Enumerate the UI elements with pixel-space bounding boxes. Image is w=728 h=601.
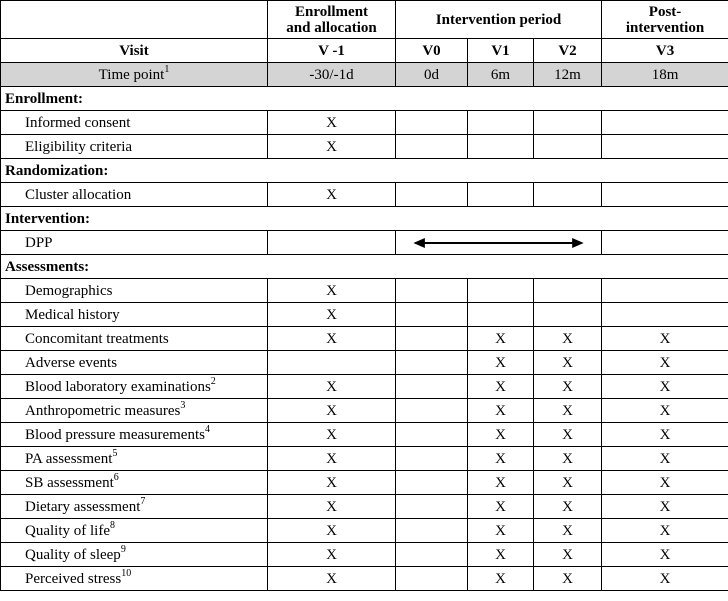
footnote-marker: 10 [121,567,132,579]
timepoint-cell: 0d [396,63,468,87]
section-title: Assessments: [1,255,728,279]
row-label: PA assessment$^5$ [1,447,268,471]
mark-cell [396,423,468,447]
mark-cell [396,375,468,399]
section-row-enrollment [1,87,728,111]
mark-cell [396,567,468,591]
timepoint-row [1,63,728,87]
intervention-arrow-cell [396,231,602,255]
mark-cell: X [602,471,728,495]
header-group-intervention: Intervention period [396,1,602,39]
row-label: Demographics [1,279,268,303]
mark-cell [396,351,468,375]
footnote-marker: 5 [112,447,118,459]
mark-cell [602,303,728,327]
mark-cell [468,183,534,207]
mark-cell: X [468,519,534,543]
mark-cell [468,279,534,303]
footnote-marker: 3 [180,399,186,411]
table-row [1,519,728,543]
footnote-marker: 7 [140,495,146,507]
mark-cell [396,303,468,327]
header-group-enrollment: Enrollment and allocation [268,1,396,39]
mark-cell: X [468,327,534,351]
table-row [1,567,728,591]
row-label: Blood laboratory examinations$^2$ [1,375,268,399]
table-row [1,231,728,255]
mark-cell: X [268,135,396,159]
table-row [1,111,728,135]
empty-cell [268,231,396,255]
mark-cell: X [468,399,534,423]
mark-cell [534,303,602,327]
timepoint-cell: 12m [534,63,602,87]
mark-cell: X [468,447,534,471]
mark-cell [602,279,728,303]
visit-cell: V -1 [268,39,396,63]
row-label: Quality of life$^8$ [1,519,268,543]
section-row-intervention [1,207,728,231]
table-row [1,303,728,327]
mark-cell: X [268,519,396,543]
mark-cell: X [534,495,602,519]
header-group-row [1,1,728,39]
mark-cell: X [268,495,396,519]
mark-cell: X [534,471,602,495]
timepoint-cell: 18m [602,63,728,87]
mark-cell: X [268,471,396,495]
mark-cell [396,399,468,423]
mark-cell [468,111,534,135]
mark-cell [268,351,396,375]
row-label: Perceived stress$^{10}$ [1,567,268,591]
timepoint-label: Time point$^1$ [1,63,268,87]
footnote-marker: 6 [113,471,119,483]
mark-cell: X [534,567,602,591]
row-label: SB assessment$^6$ [1,471,268,495]
mark-cell: X [468,543,534,567]
row-label: Anthropometric measures$^3$ [1,399,268,423]
mark-cell: X [602,375,728,399]
table-row [1,471,728,495]
visit-row [1,39,728,63]
mark-cell: X [468,351,534,375]
mark-cell: X [534,327,602,351]
visit-cell: V2 [534,39,602,63]
mark-cell [396,519,468,543]
table-row [1,423,728,447]
row-label: Adverse events [1,351,268,375]
table-row [1,327,728,351]
mark-cell: X [534,399,602,423]
mark-cell: X [268,543,396,567]
row-label: Concomitant treatments [1,327,268,351]
mark-cell [396,447,468,471]
table-row [1,183,728,207]
mark-cell: X [468,423,534,447]
mark-cell: X [534,351,602,375]
section-title: Randomization: [1,159,728,183]
mark-cell: X [602,351,728,375]
footnote-marker: 8 [109,519,115,531]
footnote-marker: 4 [204,423,210,435]
row-label: Informed consent [1,111,268,135]
mark-cell [534,279,602,303]
section-row-assessments [1,255,728,279]
empty-cell [602,231,728,255]
mark-cell [396,543,468,567]
footnote-marker: 2 [210,375,216,387]
visit-label: Visit [1,39,268,63]
mark-cell: X [268,303,396,327]
mark-cell [396,495,468,519]
mark-cell: X [602,399,728,423]
mark-cell: X [268,423,396,447]
mark-cell: X [268,567,396,591]
timepoint-cell: -30/-1d [268,63,396,87]
mark-cell: X [468,375,534,399]
mark-cell [396,183,468,207]
table-row [1,351,728,375]
mark-cell [396,135,468,159]
mark-cell: X [602,543,728,567]
mark-cell: X [268,399,396,423]
table-row [1,279,728,303]
table-row [1,495,728,519]
section-title: Enrollment: [1,87,728,111]
timepoint-cell: 6m [468,63,534,87]
mark-cell: X [268,375,396,399]
mark-cell [396,279,468,303]
header-empty-cell [1,1,268,39]
footnote-marker: 1 [164,63,170,75]
mark-cell: X [468,471,534,495]
row-label: Dietary assessment$^7$ [1,495,268,519]
mark-cell [534,183,602,207]
visit-cell: V1 [468,39,534,63]
table-row [1,135,728,159]
row-label: Cluster allocation [1,183,268,207]
mark-cell: X [602,567,728,591]
table-row [1,543,728,567]
mark-cell [602,111,728,135]
mark-cell: X [468,567,534,591]
mark-cell [396,327,468,351]
mark-cell [602,135,728,159]
mark-cell [396,111,468,135]
header-group-post: Post- intervention [602,1,728,39]
visit-cell: V3 [602,39,728,63]
mark-cell: X [602,327,728,351]
mark-cell: X [268,279,396,303]
mark-cell [534,111,602,135]
visit-cell: V0 [396,39,468,63]
table-row [1,399,728,423]
mark-cell: X [268,447,396,471]
mark-cell: X [468,495,534,519]
mark-cell: X [602,423,728,447]
footnote-marker: 9 [120,543,126,555]
mark-cell [468,135,534,159]
row-label: Blood pressure measurements$^4$ [1,423,268,447]
row-label: DPP [1,231,268,255]
mark-cell: X [534,447,602,471]
table-row [1,375,728,399]
mark-cell: X [268,111,396,135]
mark-cell: X [534,375,602,399]
mark-cell: X [268,183,396,207]
mark-cell [602,183,728,207]
mark-cell: X [602,447,728,471]
mark-cell: X [602,495,728,519]
section-row-randomization [1,159,728,183]
section-title: Intervention: [1,207,728,231]
mark-cell: X [534,543,602,567]
row-label: Quality of sleep$^9$ [1,543,268,567]
double-arrow-icon [400,237,597,249]
mark-cell: X [602,519,728,543]
table-row [1,447,728,471]
mark-cell: X [534,519,602,543]
row-label: Eligibility criteria [1,135,268,159]
mark-cell [468,303,534,327]
mark-cell [534,135,602,159]
row-label: Medical history [1,303,268,327]
mark-cell [396,471,468,495]
mark-cell: X [534,423,602,447]
mark-cell: X [268,327,396,351]
